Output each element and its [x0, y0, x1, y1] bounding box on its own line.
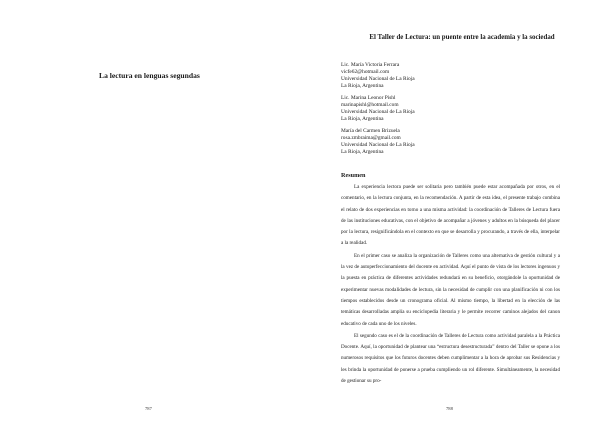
- author-email: vicfe62@hotmail.com: [341, 69, 390, 76]
- page-number-right: 788: [446, 406, 453, 411]
- abstract-paragraph: El segundo caso es el de la coordinación de Talleres de Lectura como actividad paralela a la Práctica Docente. Aquí, la oportunidad de plantear una “estructura desestructurada” dentro del Taller se opone a los numerosos requisitos que los futuros docentes deben cumplimentar a la hora de aprobar sus Residencias y les brinda la oportunidad de ponerse a prueba cumpliendo un rol diferente. Simultáneamente, la necesidad de gestionar su pro-: [341, 332, 560, 385]
- author-name: Lic. Marina Leonor Pishl: [341, 94, 396, 101]
- author-name: María del Carmen Brizuela: [341, 127, 400, 134]
- author-affiliation: Universidad Nacional de La Rioja: [341, 142, 415, 149]
- page-number-left: 787: [145, 406, 152, 411]
- abstract-paragraph: En el primer caso se analiza la organización de Talleres como una alternativa de gestión cultural y a la vez de autoperfeccionamiento del docente en actividad. Aquí el punto de vista de los lectores ingenuos y la puesta en práctica de diferentes actividades redundará en su beneficio, otorgándole la oportunidad de experimentar nuevas modalidades de lectura, sin la necesidad de cumplir con una planificación ni con los tiempos establecidos desde un cronograma oficial. Al mismo tiempo, la libertad en la elección de las temáticas desarrolladas amplía su enciclopedia literaria y le permite recorrer caminos alejados del canon educativo de cada uno de los niveles.: [341, 252, 560, 327]
- author-list: [341, 62, 561, 161]
- author-entry: [341, 128, 561, 156]
- author-affiliation: Universidad Nacional de La Rioja: [341, 109, 415, 116]
- author-entry: [341, 95, 561, 123]
- author-name: Lic. María Victoria Ferrara: [341, 62, 400, 68]
- author-email: marinapishl@hotmail.com: [341, 102, 399, 109]
- abstract-body: [341, 182, 560, 388]
- article-title: El Taller de Lectura: un puente entre la academia y la sociedad: [369, 34, 555, 41]
- author-location: La Rioja, Argentina: [341, 116, 384, 123]
- abstract-paragraph: La experiencia lectora puede ser solitaria pero también puede estar acompañada por otros, en el comentario, en la lectura conjunta, en la recomendación. A partir de esta idea, el presente trabajo combina el relato de dos experiencias en torno a una misma actividad: la coordinación de Talleres de Lectura fuera de las instituciones educativas, con el objetivo de acompañar a jóvenes y adultos en la búsqueda del placer por la lectura, resignificándola en el contexto en que se desarrolla y procurando, a través de ella, interpelar a la realidad.: [341, 184, 560, 247]
- author-entry: [341, 62, 561, 90]
- author-affiliation: Universidad Nacional de La Rioja: [341, 76, 415, 83]
- author-location: La Rioja, Argentina: [341, 149, 384, 156]
- author-location: La Rioja, Argentina: [341, 83, 384, 90]
- abstract-heading: Resumen: [341, 172, 366, 179]
- section-title: La lectura en lenguas segundas: [99, 71, 200, 80]
- author-email: rosa.zmbraima@gmail.com: [341, 135, 401, 142]
- right-page: [300, 0, 600, 424]
